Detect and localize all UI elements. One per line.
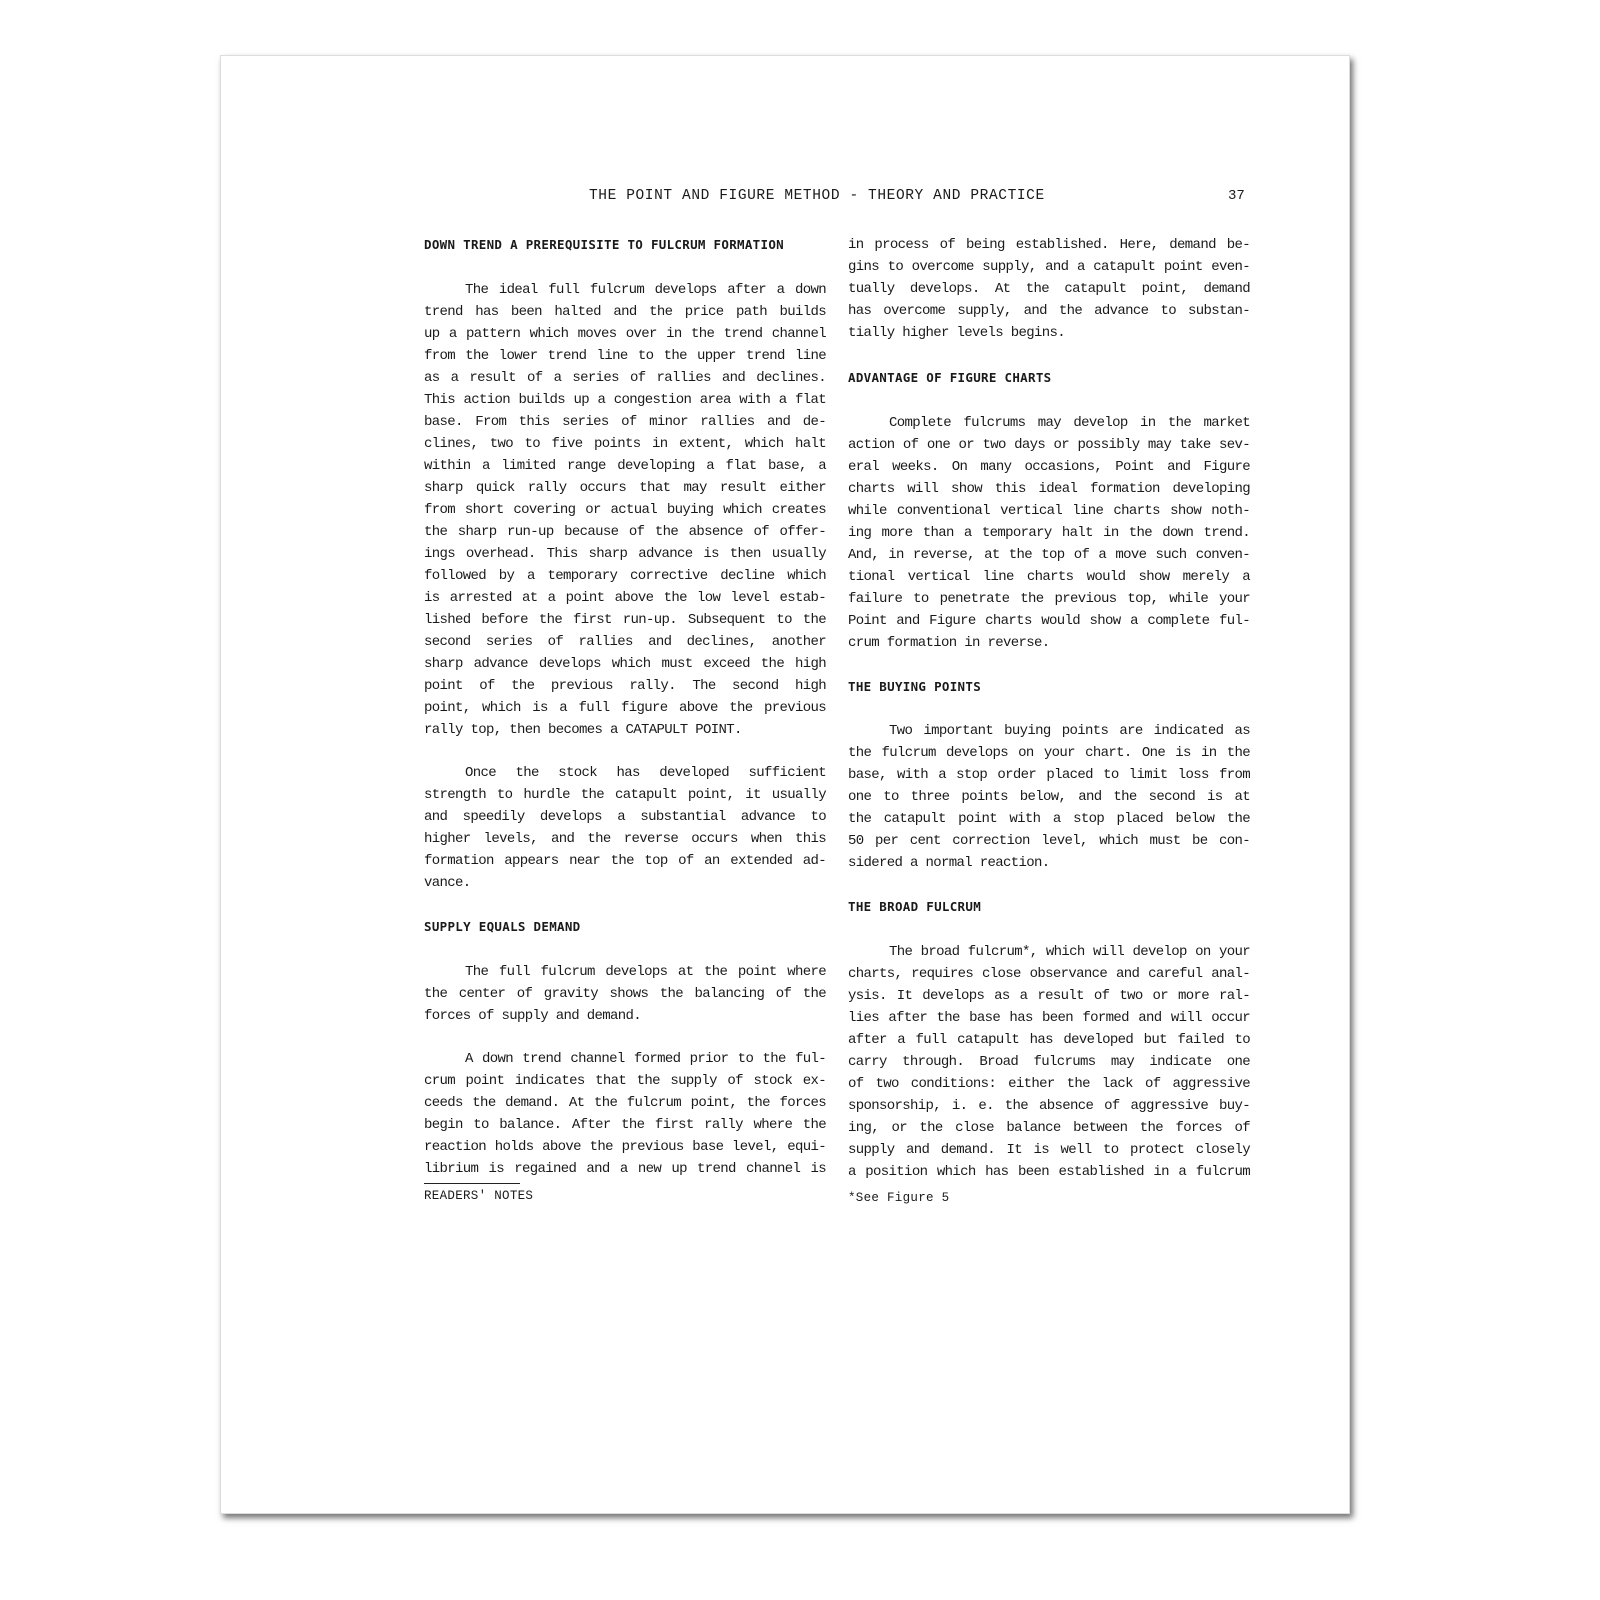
- section-heading: SUPPLY EQUALS DEMAND: [424, 919, 581, 934]
- text-line: The ideal full fulcrum develops after a down: [465, 282, 826, 298]
- paragraph: [848, 720, 1250, 874]
- text-line: tually develops. At the catapult point, demand: [848, 281, 1250, 297]
- text-line: lished before the first run-up. Subsequent to the: [424, 612, 826, 628]
- text-line: eral weeks. On many occasions, Point and Figure: [848, 459, 1250, 475]
- text-line: one to three points below, and the second is at: [848, 789, 1250, 805]
- paragraph: [424, 961, 826, 1027]
- text-line: up a pattern which moves over in the trend channel: [424, 326, 826, 342]
- text-line: The broad fulcrum*, which will develop on your: [889, 944, 1250, 960]
- text-line: begin to balance. After the first rally where the: [424, 1117, 826, 1133]
- text-line: Two important buying points are indicated as: [889, 723, 1250, 739]
- section-heading: ADVANTAGE OF FIGURE CHARTS: [848, 370, 1052, 385]
- text-line: formation appears near the top of an extended ad-: [424, 853, 826, 869]
- text-line: from short covering or actual buying which creates: [424, 502, 826, 518]
- text-line: while conventional vertical line charts show noth-: [848, 503, 1250, 519]
- text-line: forces of supply and demand.: [424, 1008, 642, 1024]
- text-line: ing, or the close balance between the forces of: [848, 1120, 1250, 1136]
- text-line: sponsorship, i. e. the absence of aggressive buy-: [848, 1098, 1250, 1114]
- text-line: rally top, then becomes a CATAPULT POINT.: [424, 722, 742, 738]
- text-line: ceeds the demand. At the fulcrum point, the forces: [424, 1095, 826, 1111]
- paragraph: [424, 762, 826, 894]
- text-line: and speedily develops a substantial advance to: [424, 809, 826, 825]
- text-line: 50 per cent correction level, which must be con-: [848, 833, 1250, 849]
- paragraph: [424, 1048, 826, 1180]
- text-line: tional vertical line charts would show merely a: [848, 569, 1250, 585]
- running-header: THE POINT AND FIGURE METHOD - THEORY AND PRACTICE: [589, 188, 1045, 204]
- text-line: This action builds up a congestion area with a flat: [424, 392, 826, 408]
- paragraph: [848, 234, 1250, 344]
- text-line: point, which is a full figure above the previous: [424, 700, 826, 716]
- footnote-rule: [424, 1183, 520, 1184]
- text-line: after a full catapult has developed but failed to: [848, 1032, 1250, 1048]
- footnote: *See Figure 5: [848, 1191, 950, 1205]
- footnote: READERS' NOTES: [424, 1189, 534, 1203]
- paragraph: [424, 279, 826, 741]
- text-line: a position which has been established in a fulcrum: [848, 1164, 1250, 1180]
- text-line: the sharp run-up because of the absence of offer-: [424, 524, 826, 540]
- paragraph: [848, 941, 1250, 1183]
- text-line: from the lower trend line to the upper trend line: [424, 348, 826, 364]
- paragraph: [848, 412, 1250, 654]
- text-line: higher levels, and the reverse occurs when this: [424, 831, 826, 847]
- text-line: second series of rallies and declines, another: [424, 634, 826, 650]
- text-line: base, with a stop order placed to limit loss from: [848, 767, 1250, 783]
- text-line: librium is regained and a new up trend channel is: [424, 1161, 826, 1177]
- text-line: A down trend channel formed prior to the ful-: [465, 1051, 826, 1067]
- text-line: point of the previous rally. The second high: [424, 678, 826, 694]
- text-line: tially higher levels begins.: [848, 325, 1066, 341]
- text-line: supply and demand. It is well to protect closely: [848, 1142, 1250, 1158]
- text-line: And, in reverse, at the top of a move such conven-: [848, 547, 1250, 563]
- text-line: has overcome supply, and the advance to substan-: [848, 303, 1250, 319]
- text-line: ing more than a temporary halt in the down trend.: [848, 525, 1250, 541]
- text-line: Once the stock has developed sufficient: [465, 765, 826, 781]
- text-line: lies after the base has been formed and will occur: [848, 1010, 1250, 1026]
- text-line: sharp quick rally occurs that may result either: [424, 480, 826, 496]
- text-line: charts, requires close observance and careful anal-: [848, 966, 1250, 982]
- text-line: clines, two to five points in extent, which halt: [424, 436, 826, 452]
- text-line: carry through. Broad fulcrums may indicate one: [848, 1054, 1250, 1070]
- section-heading: THE BROAD FULCRUM: [848, 899, 982, 914]
- text-line: ings overhead. This sharp advance is then usually: [424, 546, 826, 562]
- text-line: charts will show this ideal formation developing: [848, 481, 1250, 497]
- text-line: is arrested at a point above the low level estab-: [424, 590, 826, 606]
- text-line: gins to overcome supply, and a catapult point even-: [848, 259, 1250, 275]
- text-line: Point and Figure charts would show a complete ful-: [848, 613, 1250, 629]
- text-line: ysis. It develops as a result of two or more ral-: [848, 988, 1250, 1004]
- text-line: trend has been halted and the price path builds: [424, 304, 826, 320]
- section-heading: DOWN TREND A PREREQUISITE TO FULCRUM FORMATION: [424, 237, 784, 252]
- page-number: 37: [1228, 188, 1245, 204]
- text-line: of two conditions: either the lack of aggressive: [848, 1076, 1250, 1092]
- text-line: crum formation in reverse.: [848, 635, 1050, 651]
- text-line: failure to penetrate the previous top, while your: [848, 591, 1250, 607]
- text-line: crum point indicates that the supply of stock ex-: [424, 1073, 826, 1089]
- text-line: in process of being established. Here, demand be-: [848, 237, 1250, 253]
- text-line: base. From this series of minor rallies and de-: [424, 414, 826, 430]
- text-line: the fulcrum develops on your chart. One is in the: [848, 745, 1250, 761]
- text-line: reaction holds above the previous base level, equi-: [424, 1139, 826, 1155]
- section-heading: THE BUYING POINTS: [848, 679, 982, 694]
- text-line: vance.: [424, 875, 471, 891]
- text-line: Complete fulcrums may develop in the market: [889, 415, 1250, 431]
- text-line: The full fulcrum develops at the point where: [465, 964, 826, 980]
- text-line: the center of gravity shows the balancing of the: [424, 986, 826, 1002]
- text-line: action of one or two days or possibly may take sev-: [848, 437, 1250, 453]
- text-line: the catapult point with a stop placed below the: [848, 811, 1250, 827]
- text-line: sharp advance develops which must exceed the high: [424, 656, 826, 672]
- text-line: strength to hurdle the catapult point, it usually: [424, 787, 826, 803]
- text-line: followed by a temporary corrective decline which: [424, 568, 826, 584]
- text-line: as a result of a series of rallies and declines.: [424, 370, 826, 386]
- text-line: within a limited range developing a flat base, a: [424, 458, 826, 474]
- text-line: sidered a normal reaction.: [848, 855, 1050, 871]
